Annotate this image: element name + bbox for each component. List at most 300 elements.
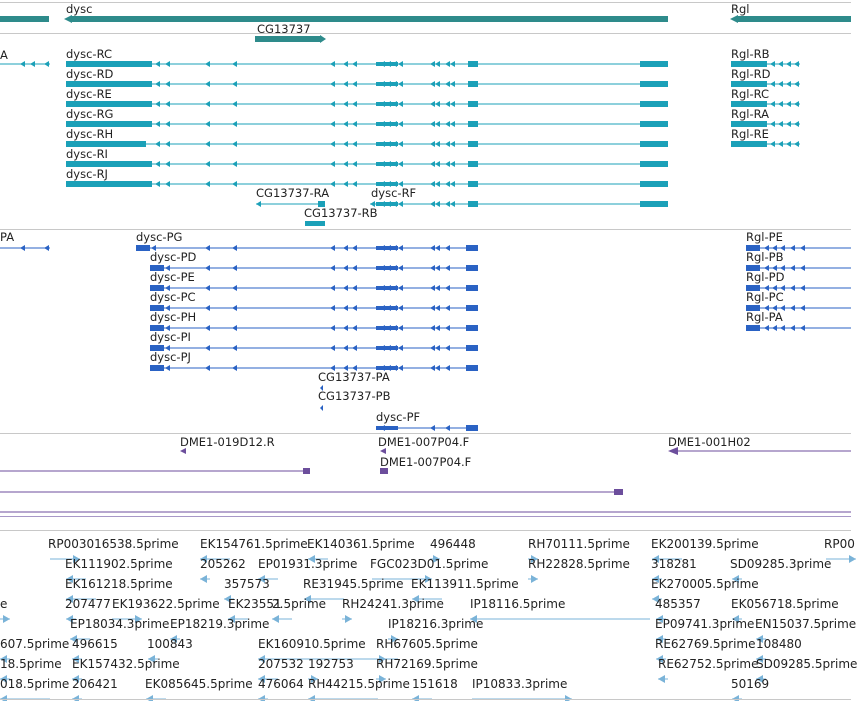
strand-arrow[interactable] xyxy=(430,305,435,311)
strand-arrow[interactable] xyxy=(352,181,357,187)
strand-arrow[interactable] xyxy=(386,325,391,331)
strand-arrow[interactable] xyxy=(445,201,450,207)
feature-label[interactable]: 50169 xyxy=(731,677,770,691)
strand-arrow[interactable] xyxy=(352,101,357,107)
strand-arrow[interactable] xyxy=(435,81,440,87)
strand-arrow[interactable] xyxy=(232,365,237,371)
feature-label[interactable]: EK140361.5prime xyxy=(307,537,415,551)
exon-block[interactable] xyxy=(640,201,668,207)
strand-arrow[interactable] xyxy=(794,101,799,107)
feature-label[interactable]: dysc-RG xyxy=(66,107,114,121)
strand-arrow[interactable] xyxy=(450,81,455,87)
strand-arrow[interactable] xyxy=(380,265,385,271)
strand-arrow[interactable] xyxy=(435,61,440,67)
strand-arrow[interactable] xyxy=(445,305,450,311)
strand-arrow[interactable] xyxy=(343,81,348,87)
strand-arrow[interactable] xyxy=(398,161,403,167)
gene-bar[interactable] xyxy=(70,16,668,22)
feature-label[interactable]: 207477 xyxy=(65,597,111,611)
feature-label[interactable]: EP01931.3prime xyxy=(258,557,358,571)
exon-block[interactable] xyxy=(66,181,152,187)
strand-arrow[interactable] xyxy=(450,61,455,67)
feature-label[interactable]: 485357 xyxy=(655,597,701,611)
strand-arrow[interactable] xyxy=(435,325,440,331)
clone-end[interactable] xyxy=(303,468,310,474)
feature-label[interactable]: EK154761.5prime xyxy=(200,537,308,551)
exon-block[interactable] xyxy=(466,365,478,371)
exon-block[interactable] xyxy=(305,221,325,226)
strand-arrow[interactable] xyxy=(165,141,170,147)
strand-arrow[interactable] xyxy=(392,285,397,291)
strand-arrow[interactable] xyxy=(392,61,397,67)
strand-arrow[interactable] xyxy=(800,245,805,251)
strand-arrow[interactable] xyxy=(398,101,403,107)
strand-arrow[interactable] xyxy=(330,161,335,167)
strand-arrow[interactable] xyxy=(380,245,385,251)
strand-arrow[interactable] xyxy=(352,81,357,87)
strand-arrow[interactable] xyxy=(786,121,791,127)
strand-arrow[interactable] xyxy=(435,141,440,147)
strand-arrow[interactable] xyxy=(330,141,335,147)
strand-arrow[interactable] xyxy=(165,81,170,87)
strand-arrow[interactable] xyxy=(392,305,397,311)
exon-block[interactable] xyxy=(468,61,478,67)
exon-block[interactable] xyxy=(468,81,478,87)
strand-arrow[interactable] xyxy=(352,61,357,67)
strand-arrow[interactable] xyxy=(205,61,210,67)
feature-label[interactable]: CG13737-RB xyxy=(304,206,378,220)
strand-arrow[interactable] xyxy=(352,141,357,147)
est-arrow[interactable] xyxy=(3,615,10,623)
strand-arrow[interactable] xyxy=(380,425,385,431)
feature-label[interactable]: EK085645.5prime xyxy=(145,677,253,691)
strand-arrow[interactable] xyxy=(165,61,170,67)
strand-arrow[interactable] xyxy=(786,81,791,87)
feature-label[interactable]: Rgl-RA xyxy=(731,107,770,121)
strand-arrow[interactable] xyxy=(800,305,805,311)
strand-arrow[interactable] xyxy=(205,345,210,351)
exon-block[interactable] xyxy=(640,161,668,167)
strand-arrow[interactable] xyxy=(232,121,237,127)
exon-block[interactable] xyxy=(640,121,668,127)
feature-label[interactable]: 108480 xyxy=(756,637,802,651)
feature-label[interactable]: RE62752.5prime xyxy=(658,657,759,671)
strand-arrow[interactable] xyxy=(343,305,348,311)
strand-arrow[interactable] xyxy=(330,81,335,87)
strand-arrow[interactable] xyxy=(445,425,450,431)
exon-block[interactable] xyxy=(466,325,478,331)
strand-arrow[interactable] xyxy=(380,101,385,107)
feature-label[interactable]: dysc-RF xyxy=(371,186,417,200)
feature-label[interactable]: Rgl-PE xyxy=(746,230,783,244)
feature-label[interactable]: PA xyxy=(0,230,15,244)
strand-arrow[interactable] xyxy=(343,245,348,251)
strand-arrow[interactable] xyxy=(392,141,397,147)
strand-arrow[interactable] xyxy=(398,61,403,67)
strand-arrow[interactable] xyxy=(790,305,795,311)
exon-block[interactable] xyxy=(468,201,478,207)
feature-label[interactable]: dysc-PD xyxy=(150,250,197,264)
est-arrow[interactable] xyxy=(658,675,665,683)
feature-label[interactable]: 357573 xyxy=(224,577,270,591)
strand-arrow[interactable] xyxy=(392,265,397,271)
strand-arrow[interactable] xyxy=(398,265,403,271)
strand-arrow[interactable] xyxy=(343,265,348,271)
strand-arrow[interactable] xyxy=(386,305,391,311)
feature-label[interactable]: RP003016538.5prime xyxy=(48,537,179,551)
strand-arrow[interactable] xyxy=(330,285,335,291)
strand-arrow[interactable] xyxy=(330,181,335,187)
strand-arrow[interactable] xyxy=(205,325,210,331)
feature-label[interactable]: 192753 xyxy=(308,657,354,671)
strand-arrow[interactable] xyxy=(165,121,170,127)
exon-block[interactable] xyxy=(376,426,398,430)
strand-arrow[interactable] xyxy=(392,201,397,207)
exon-block[interactable] xyxy=(150,365,164,371)
feature-label[interactable]: A xyxy=(0,48,8,62)
feature-label[interactable]: dysc-RH xyxy=(66,127,114,141)
strand-arrow[interactable] xyxy=(794,61,799,67)
strand-arrow[interactable] xyxy=(44,245,49,251)
strand-arrow[interactable] xyxy=(445,365,450,371)
strand-arrow[interactable] xyxy=(790,285,795,291)
feature-label[interactable]: EK113911.5prime xyxy=(411,577,519,591)
feature-label[interactable]: Rgl-RB xyxy=(731,47,770,61)
strand-arrow[interactable] xyxy=(435,161,440,167)
feature-label[interactable]: 18.5prime xyxy=(0,657,62,671)
strand-arrow[interactable] xyxy=(445,265,450,271)
feature-label[interactable]: 151618 xyxy=(412,677,458,691)
strand-arrow[interactable] xyxy=(770,101,775,107)
feature-label[interactable]: SD09285.3prime xyxy=(730,557,832,571)
exon-block[interactable] xyxy=(468,101,478,107)
strand-arrow[interactable] xyxy=(445,325,450,331)
strand-arrow[interactable] xyxy=(330,345,335,351)
strand-arrow[interactable] xyxy=(435,365,440,371)
strand-arrow[interactable] xyxy=(445,141,450,147)
strand-arrow[interactable] xyxy=(330,245,335,251)
strand-arrow[interactable] xyxy=(770,121,775,127)
strand-arrow[interactable] xyxy=(343,61,348,67)
exon-block[interactable] xyxy=(468,161,478,167)
feature-label[interactable]: Rgl-PB xyxy=(746,250,784,264)
strand-arrow[interactable] xyxy=(165,365,170,371)
strand-arrow[interactable] xyxy=(330,61,335,67)
strand-arrow[interactable] xyxy=(343,121,348,127)
strand-arrow[interactable] xyxy=(320,405,323,411)
strand-arrow[interactable] xyxy=(430,245,435,251)
strand-arrow[interactable] xyxy=(205,141,210,147)
strand-arrow[interactable] xyxy=(380,325,385,331)
strand-arrow[interactable] xyxy=(343,345,348,351)
strand-arrow[interactable] xyxy=(430,81,435,87)
feature-label[interactable]: Rgl xyxy=(731,2,750,16)
feature-label[interactable]: SD09285.5prime xyxy=(756,657,857,671)
feature-label[interactable]: RH24241.3prime xyxy=(342,597,444,611)
strand-arrow[interactable] xyxy=(386,121,391,127)
strand-arrow[interactable] xyxy=(386,161,391,167)
strand-arrow[interactable] xyxy=(800,265,805,271)
feature-label[interactable]: DME1-007P04.F xyxy=(378,435,470,449)
strand-arrow[interactable] xyxy=(205,265,210,271)
strand-arrow[interactable] xyxy=(343,141,348,147)
est-arrow[interactable] xyxy=(345,615,352,623)
strand-arrow[interactable] xyxy=(450,181,455,187)
strand-arrow[interactable] xyxy=(770,141,775,147)
exon-block[interactable] xyxy=(640,61,668,67)
strand-arrow[interactable] xyxy=(778,61,783,67)
feature-label[interactable]: EK200139.5prime xyxy=(651,537,759,551)
strand-arrow[interactable] xyxy=(205,245,210,251)
feature-label[interactable]: EP09741.3prime xyxy=(655,617,755,631)
est-arrow[interactable] xyxy=(531,575,538,583)
feature-label[interactable]: FGC023D01.5prime xyxy=(370,557,489,571)
feature-label[interactable]: Rgl-RE xyxy=(731,127,769,141)
strand-arrow[interactable] xyxy=(380,141,385,147)
feature-label[interactable]: CG13737-RA xyxy=(256,186,330,200)
strand-arrow[interactable] xyxy=(392,161,397,167)
exon-block[interactable] xyxy=(466,345,478,351)
feature-label[interactable]: RH72169.5prime xyxy=(376,657,478,671)
feature-label[interactable]: 018.5prime xyxy=(0,677,70,691)
strand-arrow[interactable] xyxy=(165,101,170,107)
strand-arrow[interactable] xyxy=(155,81,160,87)
feature-label[interactable]: DME1-019D12.R xyxy=(180,435,275,449)
exon-block[interactable] xyxy=(731,141,767,147)
strand-arrow[interactable] xyxy=(352,305,357,311)
strand-arrow[interactable] xyxy=(205,81,210,87)
strand-arrow[interactable] xyxy=(794,81,799,87)
strand-arrow[interactable] xyxy=(386,81,391,87)
strand-arrow[interactable] xyxy=(343,181,348,187)
feature-label[interactable]: 206421 xyxy=(72,677,118,691)
strand-arrow[interactable] xyxy=(352,345,357,351)
strand-arrow[interactable] xyxy=(764,325,769,331)
strand-arrow[interactable] xyxy=(155,141,160,147)
strand-arrow[interactable] xyxy=(786,61,791,67)
feature-label[interactable]: EN15037.5prime xyxy=(755,617,857,631)
feature-label[interactable]: 318281 xyxy=(651,557,697,571)
strand-arrow[interactable] xyxy=(380,81,385,87)
strand-arrow[interactable] xyxy=(790,325,795,331)
strand-arrow[interactable] xyxy=(30,61,35,67)
strand-arrow[interactable] xyxy=(386,61,391,67)
feature-label[interactable]: 205262 xyxy=(200,557,246,571)
est-arrow[interactable] xyxy=(849,555,856,563)
strand-arrow[interactable] xyxy=(398,365,403,371)
strand-arrow[interactable] xyxy=(430,161,435,167)
feature-label[interactable]: Rgl-RC xyxy=(731,87,770,101)
est-arrow[interactable] xyxy=(412,695,419,701)
strand-arrow[interactable] xyxy=(330,121,335,127)
exon-block[interactable] xyxy=(468,141,478,147)
strand-arrow[interactable] xyxy=(386,101,391,107)
strand-arrow[interactable] xyxy=(386,245,391,251)
exon-block[interactable] xyxy=(746,325,760,331)
strand-arrow[interactable] xyxy=(435,101,440,107)
feature-label[interactable]: 2.5prime xyxy=(272,597,327,611)
feature-label[interactable]: dysc-PH xyxy=(150,310,197,324)
strand-arrow[interactable] xyxy=(330,325,335,331)
strand-arrow[interactable] xyxy=(343,325,348,331)
strand-arrow[interactable] xyxy=(352,285,357,291)
feature-label[interactable]: 476064 xyxy=(258,677,304,691)
strand-arrow[interactable] xyxy=(352,325,357,331)
strand-arrow[interactable] xyxy=(445,161,450,167)
feature-label[interactable]: IP18216.3prime xyxy=(388,617,484,631)
feature-label[interactable]: RE31945.5prime xyxy=(303,577,404,591)
feature-label[interactable]: 607.5prime xyxy=(0,637,70,651)
feature-label[interactable]: 496448 xyxy=(430,537,476,551)
strand-arrow[interactable] xyxy=(232,141,237,147)
feature-label[interactable]: Rgl-PD xyxy=(746,270,785,284)
feature-label[interactable]: 100843 xyxy=(147,637,193,651)
strand-arrow[interactable] xyxy=(435,305,440,311)
strand-arrow[interactable] xyxy=(450,101,455,107)
exon-block[interactable] xyxy=(136,245,150,251)
strand-arrow[interactable] xyxy=(445,61,450,67)
strand-arrow[interactable] xyxy=(445,81,450,87)
strand-arrow[interactable] xyxy=(435,345,440,351)
exon-block[interactable] xyxy=(640,181,668,187)
strand-arrow[interactable] xyxy=(430,345,435,351)
strand-arrow[interactable] xyxy=(435,245,440,251)
feature-label[interactable]: dysc xyxy=(66,2,93,16)
strand-arrow[interactable] xyxy=(435,265,440,271)
strand-arrow[interactable] xyxy=(165,161,170,167)
feature-label[interactable]: dysc-PC xyxy=(150,290,196,304)
strand-arrow[interactable] xyxy=(445,285,450,291)
feature-label[interactable]: RH22828.5prime xyxy=(528,557,630,571)
strand-arrow[interactable] xyxy=(398,81,403,87)
strand-arrow[interactable] xyxy=(430,365,435,371)
feature-label[interactable]: IP10833.3prime xyxy=(472,677,568,691)
strand-arrow[interactable] xyxy=(398,245,403,251)
strand-arrow[interactable] xyxy=(232,325,237,331)
feature-label[interactable]: EK23551 xyxy=(228,597,282,611)
exon-block[interactable] xyxy=(466,265,478,271)
feature-label[interactable]: CG13737 xyxy=(257,22,311,36)
feature-label[interactable]: dysc-RC xyxy=(66,47,113,61)
feature-label[interactable]: dysc-RD xyxy=(66,67,114,81)
strand-arrow[interactable] xyxy=(380,61,385,67)
strand-arrow[interactable] xyxy=(380,201,385,207)
est-arrow[interactable] xyxy=(565,695,572,701)
strand-arrow[interactable] xyxy=(392,81,397,87)
strand-arrow[interactable] xyxy=(205,121,210,127)
feature-label[interactable]: e xyxy=(0,597,8,611)
strand-arrow[interactable] xyxy=(232,161,237,167)
gene-bar[interactable] xyxy=(255,36,321,42)
strand-arrow[interactable] xyxy=(770,81,775,87)
strand-arrow[interactable] xyxy=(445,181,450,187)
strand-arrow[interactable] xyxy=(205,161,210,167)
strand-arrow[interactable] xyxy=(398,345,403,351)
strand-arrow[interactable] xyxy=(430,285,435,291)
feature-label[interactable]: 207532 xyxy=(258,657,304,671)
strand-arrow[interactable] xyxy=(778,81,783,87)
strand-arrow[interactable] xyxy=(155,181,160,187)
strand-arrow[interactable] xyxy=(430,141,435,147)
strand-arrow[interactable] xyxy=(770,61,775,67)
est-arrow[interactable] xyxy=(146,695,153,701)
strand-arrow[interactable] xyxy=(435,285,440,291)
feature-label[interactable]: dysc-PI xyxy=(150,330,191,344)
strand-arrow[interactable] xyxy=(445,101,450,107)
strand-arrow[interactable] xyxy=(386,141,391,147)
strand-arrow[interactable] xyxy=(386,265,391,271)
feature-label[interactable]: EK056718.5prime xyxy=(731,597,839,611)
strand-arrow[interactable] xyxy=(232,345,237,351)
gene-bar[interactable] xyxy=(737,16,851,22)
strand-arrow[interactable] xyxy=(380,161,385,167)
feature-label[interactable]: CG13737-PB xyxy=(318,389,391,403)
feature-label[interactable]: EP18034.3prime xyxy=(70,617,170,631)
strand-arrow[interactable] xyxy=(790,245,795,251)
strand-arrow[interactable] xyxy=(435,181,440,187)
strand-arrow[interactable] xyxy=(320,35,326,43)
strand-arrow[interactable] xyxy=(772,325,777,331)
strand-arrow[interactable] xyxy=(430,201,435,207)
strand-arrow[interactable] xyxy=(155,121,160,127)
clone-end[interactable] xyxy=(614,489,623,495)
exon-block[interactable] xyxy=(640,141,668,147)
strand-arrow[interactable] xyxy=(232,81,237,87)
feature-label[interactable]: dysc-PE xyxy=(150,270,195,284)
strand-arrow[interactable] xyxy=(380,121,385,127)
strand-arrow[interactable] xyxy=(205,181,210,187)
strand-arrow[interactable] xyxy=(330,265,335,271)
strand-arrow[interactable] xyxy=(392,325,397,331)
strand-arrow[interactable] xyxy=(786,101,791,107)
strand-arrow[interactable] xyxy=(392,245,397,251)
feature-label[interactable]: IP18116.5prime xyxy=(470,597,566,611)
feature-label[interactable]: dysc-PF xyxy=(376,410,421,424)
strand-arrow[interactable] xyxy=(205,305,210,311)
strand-arrow[interactable] xyxy=(343,285,348,291)
exon-block[interactable] xyxy=(466,285,478,291)
feature-label[interactable]: 496615 xyxy=(72,637,118,651)
strand-arrow[interactable] xyxy=(800,285,805,291)
strand-arrow[interactable] xyxy=(232,101,237,107)
feature-label[interactable]: dysc-RE xyxy=(66,87,112,101)
strand-arrow[interactable] xyxy=(730,15,738,23)
strand-arrow[interactable] xyxy=(392,121,397,127)
feature-label[interactable]: RE62769.5prime xyxy=(655,637,756,651)
strand-arrow[interactable] xyxy=(232,245,237,251)
strand-arrow[interactable] xyxy=(445,345,450,351)
strand-arrow[interactable] xyxy=(430,425,435,431)
est-arrow[interactable] xyxy=(308,695,315,701)
strand-arrow[interactable] xyxy=(155,161,160,167)
strand-arrow[interactable] xyxy=(232,285,237,291)
feature-label[interactable]: DME1-007P04.F xyxy=(380,455,472,469)
strand-arrow[interactable] xyxy=(232,181,237,187)
strand-arrow[interactable] xyxy=(330,101,335,107)
feature-label[interactable]: EK157432.5prime xyxy=(72,657,180,671)
strand-arrow[interactable] xyxy=(205,365,210,371)
est-arrow[interactable] xyxy=(732,695,739,701)
strand-arrow[interactable] xyxy=(778,121,783,127)
strand-arrow[interactable] xyxy=(398,305,403,311)
strand-arrow[interactable] xyxy=(435,201,440,207)
strand-arrow[interactable] xyxy=(430,265,435,271)
strand-arrow[interactable] xyxy=(380,345,385,351)
feature-label[interactable]: dysc-RI xyxy=(66,147,108,161)
strand-arrow[interactable] xyxy=(435,121,440,127)
feature-label[interactable]: EK160910.5prime xyxy=(258,637,366,651)
strand-arrow[interactable] xyxy=(398,121,403,127)
